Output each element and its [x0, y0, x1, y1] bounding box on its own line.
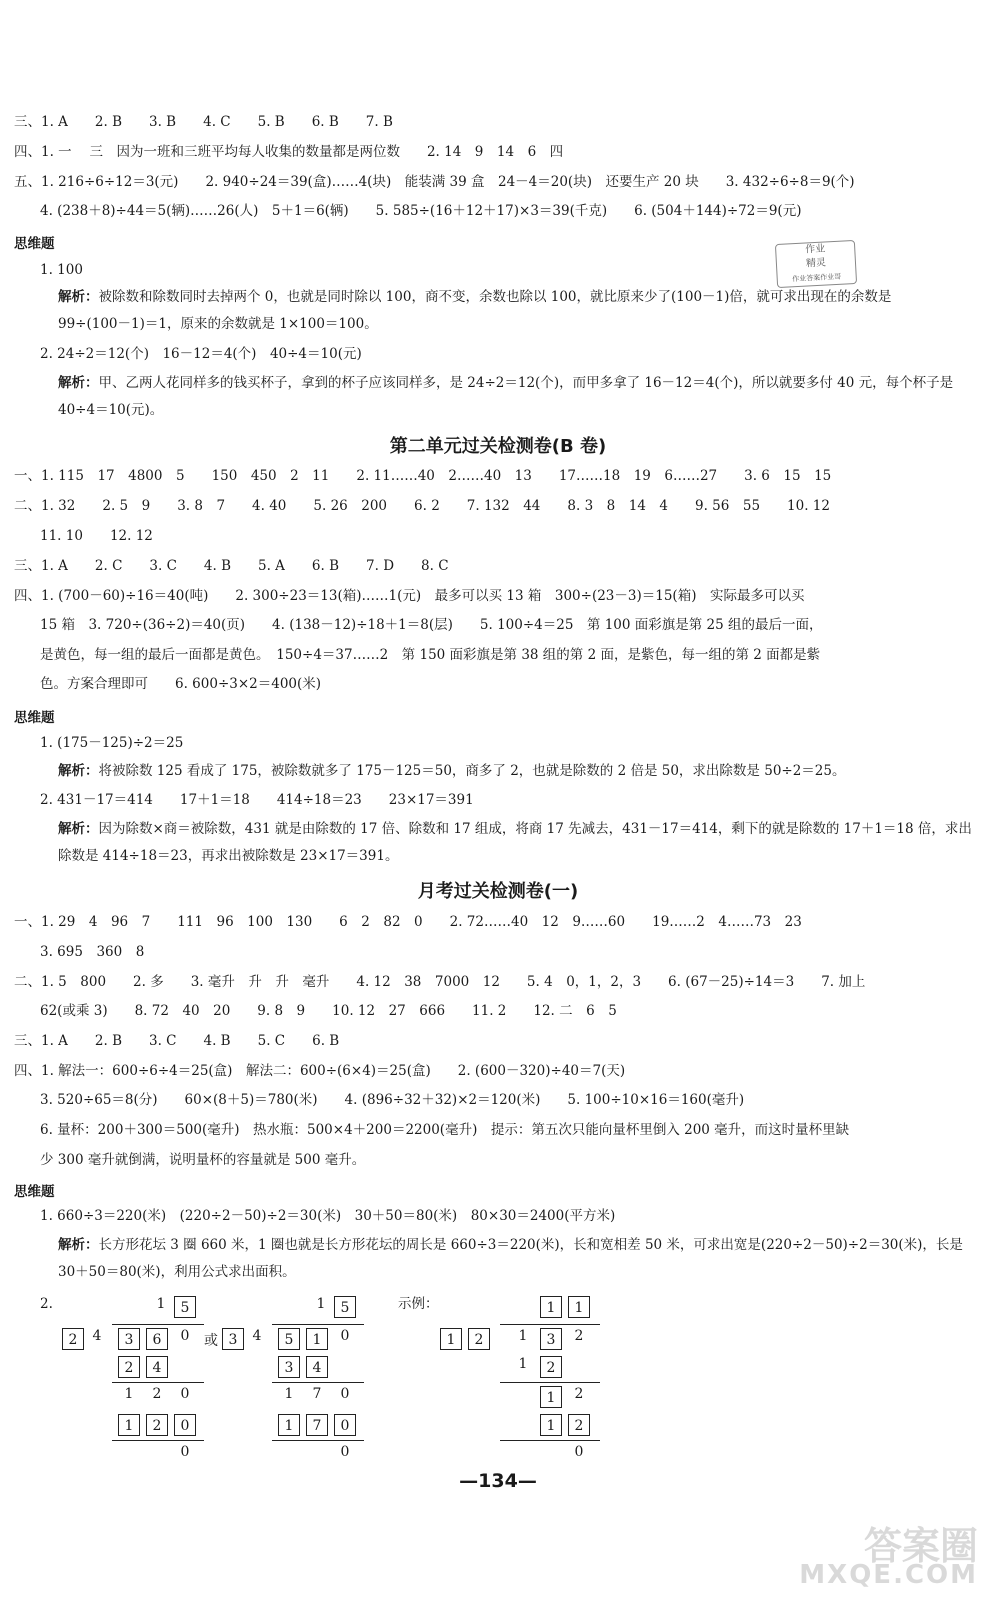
- div1-product2-box-2: 2: [146, 1414, 168, 1436]
- line-u2-thinking-2: 2. 431－17＝414 17＋1＝18 414÷18＝23 23×17＝391: [40, 792, 474, 808]
- div3-product1-digit-1: 1: [518, 1356, 528, 1372]
- div1-dividend-box-1: 3: [118, 1328, 140, 1350]
- div2-remainder1-digit-3: 0: [340, 1386, 350, 1402]
- line-section5-answers: 五、1. 216÷6÷12＝3(元) 2. 940÷24＝39(盒)……4(块) 能装满 39 盒 24－4＝20(块) 还要生产 20 块 3. 432÷6÷8＝9(个): [14, 174, 855, 190]
- div1-quotient-digit: 1: [156, 1296, 166, 1312]
- analysis-2: 解析：甲、乙两人花同样多的钱买杯子，拿到的杯子应该同样多，是 24÷2＝12(个)，而甲多拿了 16－12＝4(个)，所以就要多付 40 元，每个杯子是 40÷4＝10(元)。: [58, 375, 954, 418]
- div1-bracket-line: [112, 1324, 204, 1325]
- line-section4-answers: 四、1. 一 三 因为一班和三班平均每人收集的数量都是两位数 2. 14 9 14 6 四: [14, 144, 564, 160]
- div1-remainder1-digit-3: 0: [180, 1386, 190, 1402]
- title-monthly-1: 月考过关检测卷(一): [417, 881, 579, 902]
- div2-product2-box-1: 1: [278, 1414, 300, 1436]
- div1-remainder1-digit-1: 1: [124, 1386, 134, 1402]
- div1-product2-box-3: 0: [174, 1414, 196, 1436]
- section-thinking-1: 思维题: [14, 236, 55, 252]
- line-m1-section1-cont: 3. 695 360 8: [40, 944, 145, 960]
- div3-product2-box-2: 2: [568, 1414, 590, 1436]
- div2-divisor-digit: 4: [252, 1328, 262, 1344]
- div2-dividend-digit-3: 0: [340, 1328, 350, 1344]
- div2-product1-box-2: 4: [306, 1356, 328, 1378]
- div1-divisor-digit: 4: [92, 1328, 102, 1344]
- example-label: 示例：: [398, 1296, 439, 1312]
- div1-quotient-box: 5: [174, 1296, 196, 1318]
- line-section5-answers-cont: 4. (238＋8)÷44＝5(辆)……26(人) 5＋1＝6(辆) 5. 585÷(16＋12＋17)×3＝39(千克) 6. (504＋144)÷72＝9(元): [40, 203, 802, 219]
- page-number: —134—: [459, 1470, 537, 1492]
- section-thinking-2: 思维题: [14, 710, 55, 726]
- line-m1-thinking-1: 1. 660÷3＝220(米) (220÷2－50)÷2＝30(米) 30＋50＝80(米) 80×30＝2400(平方米): [40, 1208, 616, 1224]
- div2-line-1: [272, 1382, 364, 1383]
- watermark-url: MXQE.COM: [799, 1560, 978, 1590]
- title-unit2-b: 第二单元过关检测卷(B 卷): [389, 436, 607, 457]
- div2-bracket-line: [272, 1324, 364, 1325]
- or-label: 或: [204, 1333, 218, 1349]
- div2-line-2: [272, 1440, 364, 1441]
- line-m1-section4-cont3: 少 300 毫升就倒满，说明量杯的容量就是 500 毫升。: [40, 1152, 366, 1168]
- div2-product2-box-2: 7: [306, 1414, 328, 1436]
- div3-dividend-digit-3: 2: [574, 1328, 584, 1344]
- stamp-logo: 作业 精灵 作业答案作业哥: [775, 240, 857, 288]
- div1-product2-box-1: 1: [118, 1414, 140, 1436]
- line-u2-section1: 一、1. 115 17 4800 5 150 450 2 11 2. 11……40 2……40 13 17……18 19 6……27 3. 6 15 15: [14, 468, 832, 484]
- line-u2-section4-cont3: 色。方案合理即可 6. 600÷3×2＝400(米): [40, 676, 322, 692]
- analysis-5: 解析：长方形花坛 3 圈 660 米，1 圈也就是长方形花坛的周长是 660÷3＝220(米)，长和宽相差 50 米，可求出宽是(220÷2－50)÷2＝30(米)，长是 30＋50＝80(米)，利用公式求出面积。: [58, 1237, 963, 1280]
- div1-remainder1-digit-2: 2: [152, 1386, 162, 1402]
- line-u2-section4: 四、1. (700－60)÷16＝40(吨) 2. 300÷23＝13(箱)……1(元) 最多可以买 13 箱 300÷(23－3)＝15(箱) 实际最多可以买: [14, 588, 805, 604]
- div2-dividend-box-2: 1: [306, 1328, 328, 1350]
- div3-dividend-box-2: 3: [540, 1328, 562, 1350]
- line-section3-answers: 三、1. A 2. B 3. B 4. C 5. B 6. B 7. B: [14, 114, 393, 130]
- line-m1-section2-cont: 62(或乘 3) 8. 72 40 20 9. 8 9 10. 12 27 666 11. 2 12. 二 6 5: [40, 1003, 617, 1019]
- div3-product1-box-2: 2: [540, 1356, 562, 1378]
- div2-quotient-box: 5: [334, 1296, 356, 1318]
- div3-line-2: [500, 1440, 600, 1441]
- div2-final-remainder: 0: [340, 1444, 350, 1460]
- div2-remainder1-digit-1: 1: [284, 1386, 294, 1402]
- analysis-1: 解析：被除数和除数同时去掉两个 0，也就是同时除以 100，商不变，余数也除以 100，就比原来少了(100－1)倍，就可求出现在的余数是 99÷(100－1)＝1，原来的余数就是 1×100＝100。: [58, 289, 892, 332]
- line-m1-section4: 四、1. 解法一：600÷6÷4＝25(盒) 解法二：600÷(6×4)＝25(盒) 2. (600－320)÷40＝7(天): [14, 1063, 626, 1079]
- line-u2-thinking-1: 1. (175－125)÷2＝25: [40, 735, 184, 751]
- div3-final-remainder: 0: [574, 1444, 584, 1460]
- div3-divisor-box-1: 1: [440, 1328, 462, 1350]
- watermark-logo: 答案圈: [863, 1524, 978, 1568]
- line-m1-section4-cont1: 3. 520÷65＝8(分) 60×(8＋5)＝780(米) 4. (896÷32＋32)×2＝120(米) 5. 100÷10×16＝160(毫升): [40, 1092, 745, 1108]
- line-m1-section1: 一、1. 29 4 96 7 111 96 100 130 6 2 82 0 2. 72……40 12 9……60 19……2 4……73 23: [14, 914, 802, 930]
- div1-dividend-digit-3: 0: [180, 1328, 190, 1344]
- line-m1-thinking-2: 2.: [40, 1296, 53, 1312]
- analysis-4: 解析：因为除数×商＝被除数，431 就是由除数的 17 倍、除数和 17 组成，将商 17 先减去，431－17＝414，剩下的就是除数的 17＋1＝18 倍，求出除数是 414÷18＝23，再求出被除数是 23×17＝391。: [58, 821, 972, 864]
- div3-dividend-digit-1: 1: [518, 1328, 528, 1344]
- div2-product1-box-1: 3: [278, 1356, 300, 1378]
- div1-line-1: [112, 1382, 204, 1383]
- line-m1-section4-cont2: 6. 量杯：200＋300＝500(毫升) 热水瓶：500×4＋200＝2200(毫升) 提示：第五次只能向量杯里倒入 200 毫升，而这时量杯里缺: [40, 1122, 850, 1138]
- line-thinking-2-answer: 2. 24÷2＝12(个) 16－12＝4(个) 40÷4＝10(元): [40, 346, 362, 362]
- div2-quotient-digit: 1: [316, 1296, 326, 1312]
- div1-product1-box-1: 2: [118, 1356, 140, 1378]
- div1-line-2: [112, 1440, 204, 1441]
- div2-remainder1-digit-2: 7: [312, 1386, 322, 1402]
- line-u2-section4-cont1: 15 箱 3. 720÷(36÷2)＝40(页) 4. (138－12)÷18＋1＝8(层) 5. 100÷4＝25 第 100 面彩旗是第 25 组的最后一面，: [40, 617, 823, 633]
- line-u2-section2-cont: 11. 10 12. 12: [40, 528, 153, 544]
- div1-dividend-box-2: 6: [146, 1328, 168, 1350]
- section-thinking-3: 思维题: [14, 1184, 55, 1200]
- div3-quotient-box-1: 1: [540, 1296, 562, 1318]
- line-u2-section2: 二、1. 32 2. 5 9 3. 8 7 4. 40 5. 26 200 6. 2 7. 132 44 8. 3 8 14 4 9. 56 55 10. 12: [14, 498, 830, 514]
- div3-product2-box-1: 1: [540, 1414, 562, 1436]
- line-m1-section3: 三、1. A 2. B 3. C 4. B 5. C 6. B: [14, 1033, 340, 1049]
- line-u2-section3: 三、1. A 2. C 3. C 4. B 5. A 6. B 7. D 8. C: [14, 558, 449, 574]
- div3-quotient-box-2: 1: [568, 1296, 590, 1318]
- line-m1-section2: 二、1. 5 800 2. 多 3. 毫升 升 升 毫升 4. 12 38 7000 12 5. 4 0，1，2，3 6. (67－25)÷14＝3 7. 加上: [14, 974, 866, 990]
- div3-remainder1-digit-2: 2: [574, 1386, 584, 1402]
- div2-divisor-box: 3: [222, 1328, 244, 1350]
- div1-final-remainder: 0: [180, 1444, 190, 1460]
- div2-product2-box-3: 0: [334, 1414, 356, 1436]
- line-u2-section4-cont2: 是黄色，每一组的最后一面都是黄色。 150÷4＝37……2 第 150 面彩旗是第 38 组的第 2 面，是紫色，每一组的第 2 面都是紫: [40, 647, 821, 663]
- div3-divisor-box-2: 2: [468, 1328, 490, 1350]
- div3-remainder1-box-1: 1: [540, 1386, 562, 1408]
- line-thinking-1-answer: 1. 100: [40, 262, 83, 278]
- div1-divisor-box: 2: [62, 1328, 84, 1350]
- div3-line-1: [500, 1382, 600, 1383]
- div2-dividend-box-1: 5: [278, 1328, 300, 1350]
- div3-bracket-line: [500, 1324, 600, 1325]
- analysis-3: 解析：将被除数 125 看成了 175，被除数就多了 175－125＝50，商多了 2，也就是除数的 2 倍是 50，求出除数是 50÷2＝25。: [58, 763, 846, 779]
- div1-product1-box-2: 4: [146, 1356, 168, 1378]
